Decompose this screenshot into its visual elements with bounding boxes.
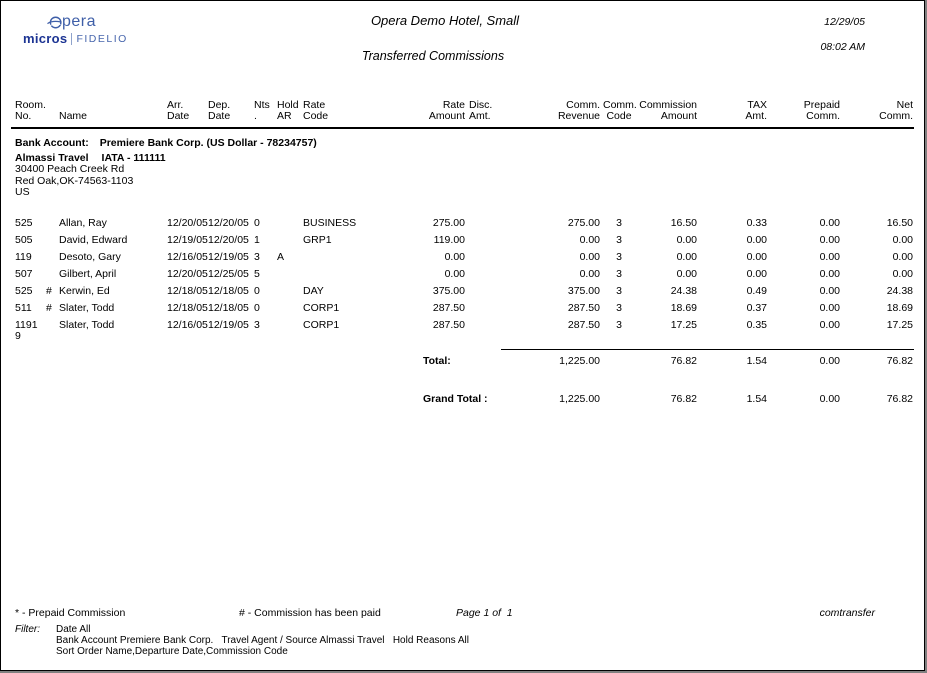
cell-marker bbox=[44, 266, 57, 283]
cell-prepaid: 0.00 bbox=[819, 233, 840, 246]
spacer-row bbox=[11, 370, 914, 388]
cell-comm_rev: 287.50 bbox=[567, 301, 600, 314]
cell-room: 507 bbox=[15, 267, 33, 280]
cell-arr: 12/18/05 bbox=[167, 301, 208, 314]
cell-prepaid: 0.00 bbox=[819, 301, 840, 314]
report-code: comtransfer bbox=[819, 607, 875, 619]
table-body bbox=[11, 215, 914, 345]
cell-net: 0.00 bbox=[892, 250, 913, 263]
cell-name: Slater, Todd bbox=[59, 301, 115, 314]
cell-nts: 5 bbox=[254, 267, 260, 280]
cell-name: Gilbert, April bbox=[59, 267, 117, 280]
grand-total-comm_rev: 1,225.00 bbox=[559, 393, 600, 405]
cell-hold bbox=[272, 283, 300, 300]
cell-disc_amt bbox=[466, 300, 501, 317]
total-empty bbox=[11, 350, 44, 371]
agent-address-country: US bbox=[15, 186, 30, 198]
bank-account-row bbox=[11, 128, 914, 215]
grand-total-tax_amt: 1.54 bbox=[746, 393, 767, 405]
cell-net: 24.38 bbox=[886, 284, 913, 297]
opera-logo-text: pera bbox=[62, 13, 97, 30]
total-empty bbox=[164, 350, 205, 371]
col-header-marker bbox=[44, 100, 57, 128]
col-header-room: Room. No. bbox=[15, 99, 46, 122]
cell-hold bbox=[272, 215, 300, 232]
cell-dep: 12/20/05 bbox=[208, 233, 249, 246]
cell-arr: 12/16/05 bbox=[167, 250, 208, 263]
bank-account-block bbox=[11, 128, 914, 215]
cell-tax_amt: 0.35 bbox=[746, 318, 767, 331]
grand-total-empty bbox=[601, 388, 636, 408]
col-header-arr: Arr. Date bbox=[167, 99, 190, 122]
col-header-comm_rev: Comm. Revenue bbox=[557, 99, 600, 122]
cell-arr: 12/18/05 bbox=[167, 284, 208, 297]
cell-arr: 12/16/05 bbox=[167, 318, 208, 331]
table-header bbox=[11, 100, 914, 128]
agent-address-city: Red Oak,OK-74563-1103 bbox=[15, 174, 134, 187]
table-row bbox=[11, 317, 914, 345]
cell-comm_amt: 18.69 bbox=[670, 301, 697, 314]
hotel-name-title: Opera Demo Hotel, Small bbox=[370, 13, 520, 28]
total-empty bbox=[300, 350, 400, 371]
grand-total-net: 76.82 bbox=[886, 393, 913, 405]
col-header-rate_amt: Rate Amount bbox=[428, 99, 465, 122]
cell-dep: 12/20/05 bbox=[208, 216, 249, 229]
cell-dep: 12/19/05 bbox=[208, 318, 249, 331]
cell-name: Desoto, Gary bbox=[59, 250, 121, 263]
total-tax_amt: 1.54 bbox=[698, 350, 768, 371]
table-row bbox=[11, 249, 914, 266]
agent-address-street: 30400 Peach Creek Rd bbox=[15, 163, 125, 175]
total-empty bbox=[601, 350, 636, 371]
travel-agent-name: Almassi Travel bbox=[15, 151, 89, 164]
cell-marker bbox=[44, 232, 57, 249]
cell-comm_code: 3 bbox=[616, 267, 622, 280]
cell-hold bbox=[272, 300, 300, 317]
cell-dep: 12/19/05 bbox=[208, 250, 249, 263]
table-row bbox=[11, 266, 914, 283]
cell-disc_amt bbox=[466, 249, 501, 266]
legend-prepaid-commission: * - Prepaid Commission bbox=[15, 607, 126, 619]
total-label: Total: bbox=[423, 354, 451, 367]
col-header-disc_amt: Disc. Amt. bbox=[469, 99, 493, 122]
cell-arr: 12/20/05 bbox=[167, 216, 208, 229]
cell-tax_amt: 0.37 bbox=[746, 301, 767, 314]
grand-total-empty bbox=[11, 388, 44, 408]
col-header-comm_amt: Commission Amount bbox=[639, 99, 697, 122]
cell-marker bbox=[44, 249, 57, 266]
cell-rate_amt: 375.00 bbox=[432, 284, 465, 297]
cell-rate_code: GRP1 bbox=[303, 233, 332, 246]
bank-account-line bbox=[15, 138, 914, 150]
cell-prepaid: 0.00 bbox=[819, 250, 840, 263]
bank-account-label: Bank Account: bbox=[15, 137, 89, 149]
cell-tax_amt: 0.00 bbox=[746, 250, 767, 263]
cell-arr: 12/19/05 bbox=[167, 233, 208, 246]
cell-nts: 0 bbox=[254, 284, 260, 297]
cell-comm_amt: 0.00 bbox=[676, 233, 697, 246]
filter-lines bbox=[56, 624, 469, 657]
table-row bbox=[11, 232, 914, 249]
cell-comm_code: 3 bbox=[616, 216, 622, 229]
cell-disc_amt bbox=[466, 266, 501, 283]
cell-comm_rev: 287.50 bbox=[567, 318, 600, 331]
cell-rate_code: BUSINESS bbox=[303, 216, 357, 229]
cell-comm_code: 3 bbox=[616, 318, 622, 331]
cell-comm_code: 3 bbox=[616, 284, 622, 297]
cell-name: David, Edward bbox=[59, 233, 128, 246]
table-row bbox=[11, 283, 914, 300]
col-header-comm_code: Comm. Code bbox=[603, 99, 637, 122]
grand-total-empty bbox=[164, 388, 205, 408]
cell-tax_amt: 0.33 bbox=[746, 216, 767, 229]
cell-disc_amt bbox=[466, 215, 501, 232]
commissions-table bbox=[11, 100, 914, 408]
grand-total-comm_amt: 76.82 bbox=[670, 393, 697, 405]
filter-label: Filter: bbox=[15, 624, 40, 635]
total-empty bbox=[205, 350, 250, 371]
cell-comm_amt: 16.50 bbox=[670, 216, 697, 229]
grand-total-label: Grand Total : bbox=[423, 393, 488, 405]
table-row bbox=[11, 215, 914, 232]
cell-prepaid: 0.00 bbox=[819, 216, 840, 229]
cell-comm_rev: 0.00 bbox=[579, 250, 600, 263]
cell-room: 11919 bbox=[15, 318, 38, 342]
cell-comm_code: 3 bbox=[616, 301, 622, 314]
report-date: 12/29/05 bbox=[824, 16, 865, 28]
cell-dep: 12/18/05 bbox=[208, 301, 249, 314]
total-empty bbox=[44, 350, 57, 371]
cell-disc_amt bbox=[466, 283, 501, 300]
bank-account-value: Premiere Bank Corp. (US Dollar - 78234757) bbox=[99, 137, 317, 149]
cell-disc_amt bbox=[466, 232, 501, 249]
cell-nts: 3 bbox=[254, 250, 260, 263]
col-header-nts: Nts . bbox=[254, 99, 270, 122]
cell-hold bbox=[272, 317, 300, 345]
cell-comm_rev: 0.00 bbox=[579, 267, 600, 280]
cell-comm_amt: 17.25 bbox=[670, 318, 697, 331]
filter-line-date: Date All bbox=[56, 624, 91, 635]
grand-total-empty bbox=[272, 388, 300, 408]
col-header-tax_amt: TAX Amt. bbox=[745, 99, 767, 122]
cell-hold: A bbox=[277, 250, 285, 263]
grand-total-row bbox=[11, 388, 914, 408]
cell-marker bbox=[44, 317, 57, 345]
total-row bbox=[11, 350, 914, 371]
fidelio-logo-text: FIDELIO bbox=[76, 32, 128, 45]
filter-line-bank-agent: Bank Account Premiere Bank Corp. Travel Agent / Source Almassi Travel Hold Reasons All bbox=[56, 635, 469, 646]
cell-name: Allan, Ray bbox=[59, 216, 107, 229]
cell-comm_amt: 24.38 bbox=[670, 284, 697, 297]
spacer bbox=[11, 370, 914, 388]
cell-comm_amt: 0.00 bbox=[676, 250, 697, 263]
cell-comm_rev: 375.00 bbox=[567, 284, 600, 297]
cell-rate_amt: 119.00 bbox=[433, 233, 465, 246]
cell-rate_amt: 0.00 bbox=[444, 267, 465, 280]
cell-name: Kerwin, Ed bbox=[59, 284, 110, 297]
cell-nts: 1 bbox=[254, 233, 260, 246]
cell-rate_code bbox=[300, 266, 400, 283]
total-comm_amt: 76.82 bbox=[636, 350, 698, 371]
col-header-dep: Dep. Date bbox=[208, 99, 231, 122]
legend-commission-paid: # - Commission has been paid bbox=[239, 607, 381, 619]
cell-room: 525 bbox=[15, 216, 33, 229]
report-time: 08:02 AM bbox=[820, 41, 865, 53]
total-empty bbox=[466, 350, 501, 371]
logo-divider bbox=[71, 33, 72, 45]
cell-arr: 12/20/05 bbox=[167, 267, 208, 280]
cell-net: 0.00 bbox=[892, 233, 913, 246]
cell-rate_code: DAY bbox=[303, 284, 324, 297]
total-prepaid: 0.00 bbox=[768, 350, 841, 371]
cell-room: 525 bbox=[15, 284, 33, 297]
report-title: Transferred Commissions bbox=[361, 49, 505, 63]
grand-total-empty bbox=[44, 388, 57, 408]
col-header-rate_code: Rate Code bbox=[303, 99, 329, 122]
cell-comm_rev: 0.00 bbox=[579, 233, 600, 246]
cell-hold bbox=[272, 266, 300, 283]
cell-rate_code bbox=[300, 249, 400, 266]
page-number: Page 1 of 1 bbox=[456, 607, 513, 619]
cell-rate_amt: 0.00 bbox=[444, 250, 465, 263]
total-net: 76.82 bbox=[841, 350, 914, 371]
cell-marker: # bbox=[46, 284, 52, 297]
table-row bbox=[11, 300, 914, 317]
grand-total-empty bbox=[57, 388, 164, 408]
col-header-name: Name bbox=[59, 110, 88, 122]
cell-tax_amt: 0.00 bbox=[746, 233, 767, 246]
grand-total-empty bbox=[205, 388, 250, 408]
cell-net: 18.69 bbox=[886, 301, 913, 314]
cell-net: 0.00 bbox=[892, 267, 913, 280]
cell-marker bbox=[44, 215, 57, 232]
cell-comm_code: 3 bbox=[616, 233, 622, 246]
cell-tax_amt: 0.00 bbox=[746, 267, 767, 280]
col-header-net: Net Comm. bbox=[879, 99, 913, 122]
cell-hold bbox=[272, 232, 300, 249]
cell-dep: 12/18/05 bbox=[208, 284, 249, 297]
grand-total-prepaid: 0.00 bbox=[819, 393, 840, 405]
cell-nts: 0 bbox=[254, 216, 260, 229]
table-header-row bbox=[11, 100, 914, 128]
cell-rate_amt: 275.00 bbox=[432, 216, 465, 229]
total-empty bbox=[250, 350, 272, 371]
micros-fidelio-brand bbox=[23, 31, 128, 46]
total-empty bbox=[272, 350, 300, 371]
cell-comm_code: 3 bbox=[616, 250, 622, 263]
filter-line-sort-order: Sort Order Name,Departure Date,Commission Code bbox=[56, 646, 288, 657]
cell-rate_code: CORP1 bbox=[303, 318, 340, 331]
cell-comm_amt: 0.00 bbox=[676, 267, 697, 280]
micros-logo-text: micros bbox=[23, 31, 68, 46]
cell-rate_code: CORP1 bbox=[303, 301, 340, 314]
cell-disc_amt bbox=[466, 317, 501, 345]
cell-rate_amt: 287.50 bbox=[432, 318, 465, 331]
total-comm_rev: 1,225.00 bbox=[501, 350, 601, 371]
travel-agent-iata: IATA - 111111 bbox=[101, 151, 166, 164]
cell-tax_amt: 0.49 bbox=[746, 284, 767, 297]
cell-net: 16.50 bbox=[886, 216, 913, 229]
cell-name: Slater, Todd bbox=[59, 318, 115, 331]
grand-total-empty bbox=[300, 388, 400, 408]
col-header-prepaid: Prepaid Comm. bbox=[803, 99, 840, 122]
cell-room: 119 bbox=[15, 250, 32, 263]
cell-marker: # bbox=[46, 301, 52, 314]
cell-prepaid: 0.00 bbox=[819, 267, 840, 280]
col-header-hold: Hold AR bbox=[277, 99, 299, 122]
total-empty bbox=[57, 350, 164, 371]
cell-nts: 3 bbox=[254, 318, 260, 331]
table-totals bbox=[11, 345, 914, 409]
travel-agent-line bbox=[15, 153, 914, 165]
grand-total-empty bbox=[250, 388, 272, 408]
cell-comm_rev: 275.00 bbox=[567, 216, 600, 229]
cell-nts: 0 bbox=[254, 301, 260, 314]
cell-rate_amt: 287.50 bbox=[432, 301, 465, 314]
cell-prepaid: 0.00 bbox=[819, 284, 840, 297]
cell-room: 505 bbox=[15, 233, 33, 246]
cell-room: 511 bbox=[15, 301, 32, 314]
cell-dep: 12/25/05 bbox=[208, 267, 249, 280]
cell-net: 17.25 bbox=[886, 318, 913, 331]
cell-prepaid: 0.00 bbox=[819, 318, 840, 331]
